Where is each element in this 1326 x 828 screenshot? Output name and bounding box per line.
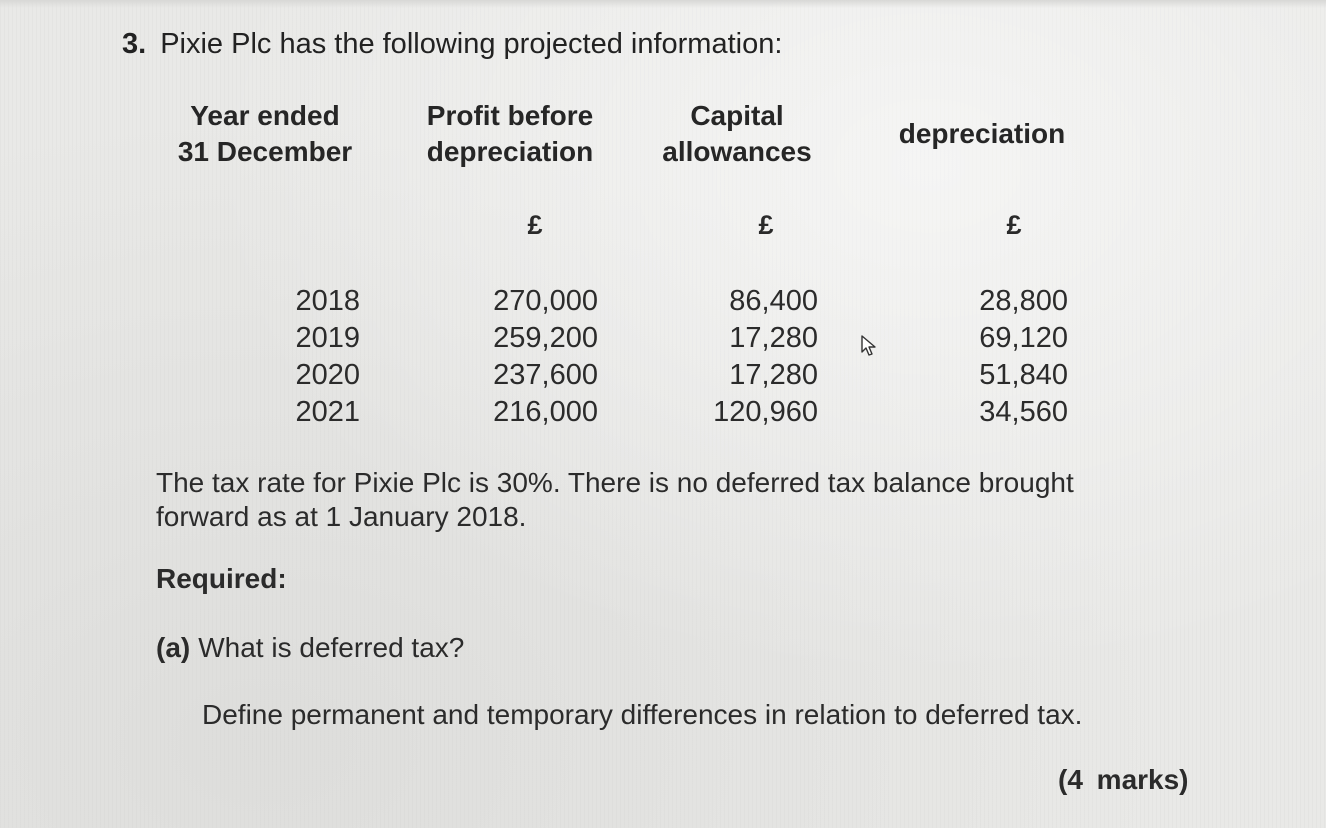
table-cell-capital: 17,280 (729, 359, 818, 391)
header-profit-line2: depreciation (426, 136, 594, 167)
marks-label: (4 marks) (1058, 764, 1189, 795)
table-cell-year: 2018 (295, 285, 360, 317)
header-profit-before-depreciation (415, 98, 605, 170)
part-a-question (156, 632, 464, 664)
header-capital-line2: allowances (662, 136, 812, 167)
table-cell-capital: 86,400 (729, 285, 818, 317)
question-number: 3. (122, 28, 147, 60)
header-capital-allowances (650, 98, 824, 170)
table-cell-year: 2020 (295, 359, 360, 391)
instruction-text: Define permanent and temporary differences in relation to deferred tax. (202, 699, 1083, 730)
header-capital-line1: Capital (690, 100, 784, 131)
table-cell-depreciation: 51,840 (979, 359, 1068, 391)
header-year-line1: Year ended (190, 100, 340, 131)
unit-profit: £ (527, 210, 543, 240)
column-year (270, 283, 360, 431)
table-cell-profit: 216,000 (493, 396, 598, 428)
table-cell-year: 2019 (295, 322, 360, 354)
question-text: Pixie Plc has the following projected information: (160, 28, 783, 60)
tax-rate-paragraph: The tax rate for Pixie Plc is 30%. There is no deferred tax balance brought forward as at 1 January 2018. (156, 467, 1074, 532)
table-cell-profit: 237,600 (493, 359, 598, 391)
table-cell-year: 2021 (295, 396, 360, 428)
column-profit (470, 283, 598, 431)
column-depreciation (950, 283, 1068, 431)
table-cell-profit: 270,000 (493, 285, 598, 317)
required-heading: Required: (156, 563, 287, 594)
question-title (122, 28, 782, 61)
table-cell-profit: 259,200 (493, 322, 598, 354)
table-cell-capital: 17,280 (729, 322, 818, 354)
unit-depreciation: £ (1006, 210, 1022, 240)
page-top-edge (0, 0, 1326, 8)
part-a-text: What is deferred tax? (198, 632, 465, 663)
table-cell-depreciation: 34,560 (979, 396, 1068, 428)
table-cell-depreciation: 69,120 (979, 322, 1068, 354)
header-year-ended (172, 98, 358, 170)
unit-capital: £ (758, 210, 774, 240)
column-capital-allowances (700, 283, 818, 431)
table-cell-capital: 120,960 (713, 396, 818, 428)
header-year-line2: 31 December (177, 136, 353, 167)
part-a-label: (a) (156, 632, 191, 663)
mouse-pointer-icon (858, 334, 880, 358)
header-profit-line1: Profit before (426, 100, 594, 131)
table-cell-depreciation: 28,800 (979, 285, 1068, 317)
header-depreciation: depreciation (898, 118, 1066, 149)
